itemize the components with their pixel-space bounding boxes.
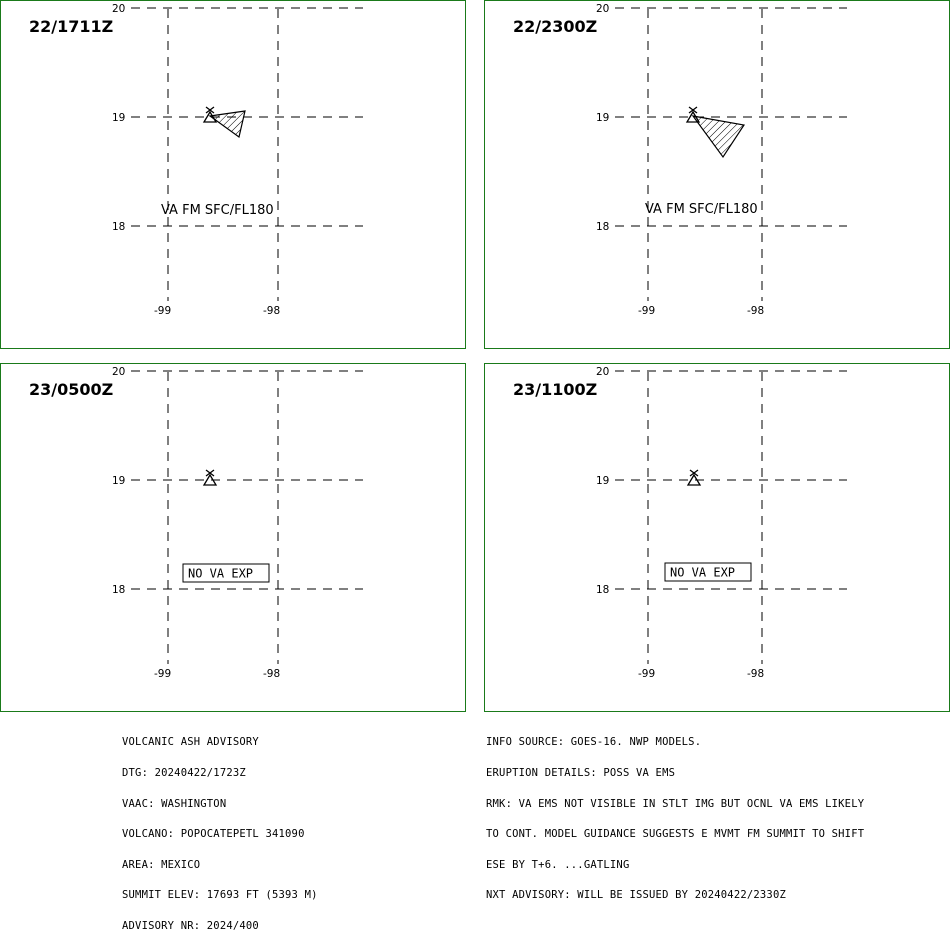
lat-label-20: 20 bbox=[112, 366, 126, 378]
valid-time-label: 22/1711Z bbox=[29, 17, 114, 36]
volcano-icon bbox=[687, 107, 699, 122]
volcano-icon bbox=[204, 107, 216, 122]
forecast-panel-3 bbox=[0, 363, 466, 712]
lon-label-minus99: -99 bbox=[154, 305, 172, 317]
lon-label-minus99: -99 bbox=[638, 668, 656, 680]
lat-label-19: 19 bbox=[112, 112, 126, 124]
lat-label-18: 18 bbox=[596, 584, 610, 596]
no-ash-label: NO VA EXP bbox=[188, 566, 254, 581]
lat-label-20: 20 bbox=[112, 3, 126, 15]
valid-time-label: 23/0500Z bbox=[29, 380, 114, 399]
map-grid-2 bbox=[485, 1, 950, 350]
lon-label-minus99: -99 bbox=[638, 305, 656, 317]
advisory-area: AREA: MEXICO bbox=[122, 858, 201, 871]
advisory-header-block bbox=[122, 717, 318, 941]
advisory-eruption-details: ERUPTION DETAILS: POSS VA EMS bbox=[486, 767, 676, 779]
volcano-icon bbox=[204, 470, 216, 485]
advisory-title: VOLCANIC ASH ADVISORY bbox=[122, 736, 259, 749]
valid-time-label: 23/1100Z bbox=[513, 380, 598, 399]
advisory-info-source: INFO SOURCE: GOES-16. NWP MODELS. bbox=[486, 736, 702, 749]
advisory-summit-elev: SUMMIT ELEV: 17693 FT (5393 M) bbox=[122, 889, 318, 902]
lat-label-18: 18 bbox=[112, 221, 126, 233]
map-grid-4 bbox=[485, 364, 950, 713]
ash-cloud-polygon bbox=[693, 116, 744, 157]
advisory-remark-line-1: RMK: VA EMS NOT VISIBLE IN STLT IMG BUT OCNL VA EMS LIKELY bbox=[486, 797, 865, 810]
map-grid-1 bbox=[1, 1, 467, 350]
ash-cloud-polygon bbox=[210, 111, 245, 137]
lat-label-18: 18 bbox=[596, 221, 610, 233]
advisory-number: ADVISORY NR: 2024/400 bbox=[122, 919, 259, 932]
no-ash-label: NO VA EXP bbox=[670, 565, 736, 580]
lat-label-20: 20 bbox=[596, 3, 610, 15]
lon-label-minus98: -98 bbox=[747, 668, 765, 680]
ash-level-label: VA FM SFC/FL180 bbox=[161, 203, 274, 218]
advisory-next: NXT ADVISORY: WILL BE ISSUED BY 20240422/2330Z bbox=[486, 889, 786, 902]
forecast-panel-1 bbox=[0, 0, 466, 349]
lat-label-19: 19 bbox=[112, 475, 126, 487]
lon-label-minus99: -99 bbox=[154, 668, 172, 680]
volcano-icon bbox=[688, 470, 700, 485]
lon-label-minus98: -98 bbox=[263, 305, 281, 317]
map-grid-3 bbox=[1, 364, 467, 713]
lat-label-20: 20 bbox=[596, 366, 610, 378]
advisory-details-block bbox=[486, 717, 864, 911]
forecast-panel-4 bbox=[484, 363, 950, 712]
lat-label-18: 18 bbox=[112, 584, 126, 596]
valid-time-label: 22/2300Z bbox=[513, 17, 598, 36]
advisory-remark-line-3: ESE BY T+6. ...GATLING bbox=[486, 858, 630, 871]
lat-label-19: 19 bbox=[596, 112, 610, 124]
lat-label-19: 19 bbox=[596, 475, 610, 487]
advisory-remark-line-2: TO CONT. MODEL GUIDANCE SUGGESTS E MVMT FM SUMMIT TO SHIFT bbox=[486, 828, 865, 841]
advisory-dtg: DTG: 20240422/1723Z bbox=[122, 767, 246, 779]
lon-label-minus98: -98 bbox=[747, 305, 765, 317]
advisory-vaac: VAAC: WASHINGTON bbox=[122, 797, 227, 810]
lon-label-minus98: -98 bbox=[263, 668, 281, 680]
ash-level-label: VA FM SFC/FL180 bbox=[645, 202, 758, 217]
forecast-panel-2 bbox=[484, 0, 950, 349]
advisory-volcano: VOLCANO: POPOCATEPETL 341090 bbox=[122, 828, 305, 841]
